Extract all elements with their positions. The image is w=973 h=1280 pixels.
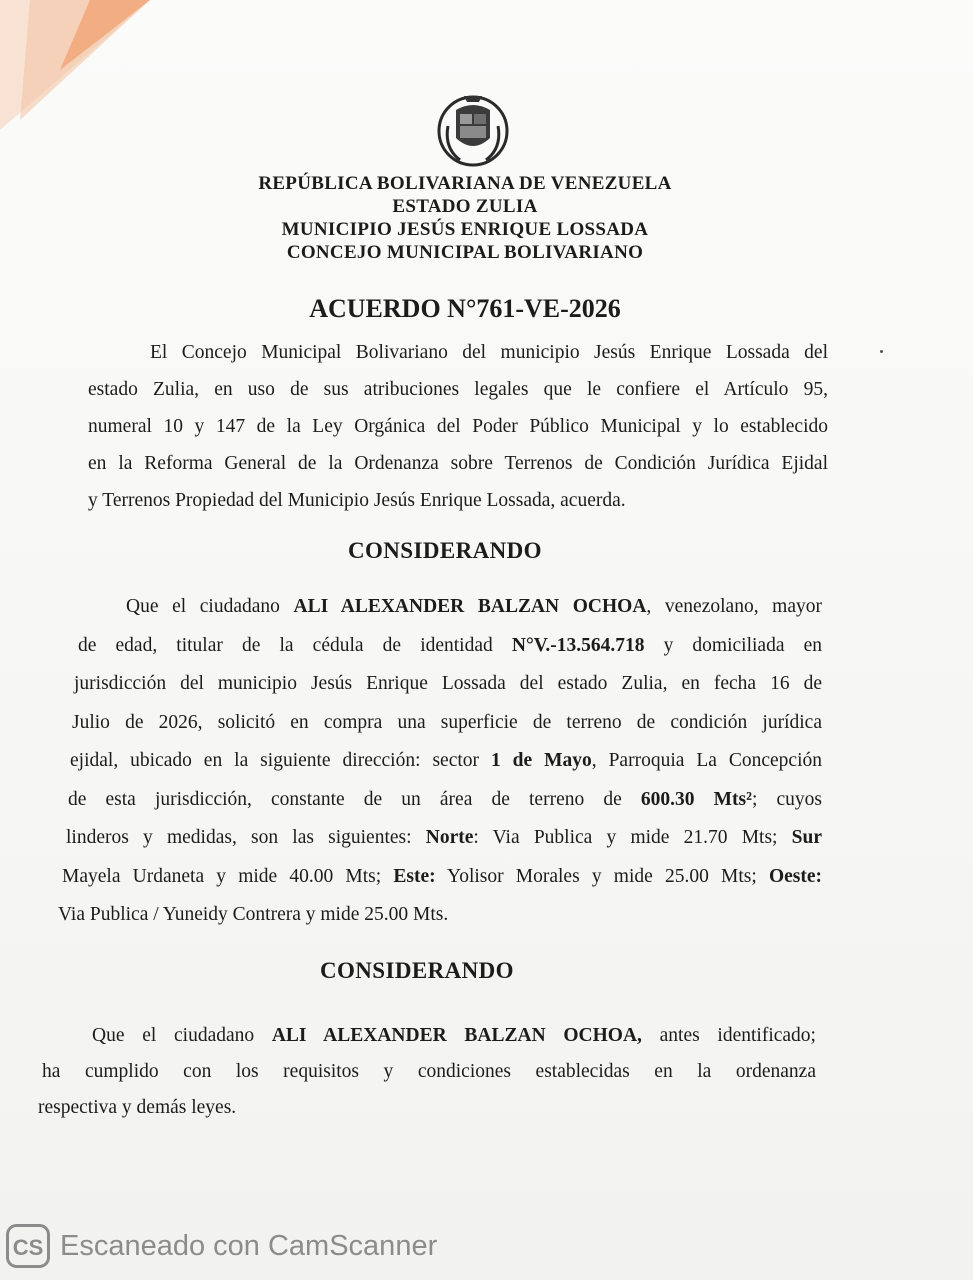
text-run: de esta jurisdicción, constante de un área de terreno de bbox=[68, 788, 641, 810]
paragraph-line: ha cumplido con los requisitos y condiciones establecidas en la ordenanza bbox=[42, 1061, 816, 1082]
paragraph-line bbox=[62, 819, 822, 858]
text-run: Que el ciudadano bbox=[126, 596, 294, 617]
text-run: linderos y medidas, son las siguientes: bbox=[66, 827, 426, 848]
text-run: y domiciliada en bbox=[644, 634, 822, 656]
coat-of-arms-seal bbox=[430, 86, 516, 172]
text-run: Que el ciudadano bbox=[92, 1025, 272, 1046]
boundary-label: Este: bbox=[393, 865, 436, 887]
watermark-text: Escaneado con CamScanner bbox=[60, 1229, 438, 1262]
boundary-label: Oeste: bbox=[768, 865, 822, 887]
intro-line: numeral 10 y 147 de la Ley Orgánica del Poder Público Municipal y lo establecido bbox=[88, 416, 828, 437]
document-title: ACUERDO N°761-VE-2026 bbox=[309, 294, 621, 323]
paragraph-line bbox=[62, 858, 822, 897]
land-area: 600.30 Mts² bbox=[640, 788, 752, 810]
intro-paragraph bbox=[88, 334, 828, 519]
paper-corner-fold bbox=[0, 0, 160, 140]
text-run: Yolisor Morales y mide 25.00 Mts; bbox=[435, 865, 769, 887]
ink-speck bbox=[880, 350, 883, 353]
intro-line: en la Reforma General de la Ordenanza sobre Terrenos de Condición Jurídica Ejidal bbox=[88, 453, 828, 474]
header-municipality: MUNICIPIO JESÚS ENRIQUE LOSSADA bbox=[281, 219, 649, 240]
camscanner-watermark bbox=[6, 1222, 437, 1270]
paragraph-line bbox=[38, 1018, 816, 1054]
paragraph-line: Julio de 2026, solicitó en compra una superficie de terreno de condición jurídica bbox=[72, 711, 822, 733]
considerando-heading-1: CONSIDERANDO bbox=[348, 538, 542, 563]
citizen-name: ALI ALEXANDER BALZAN OCHOA bbox=[293, 596, 647, 617]
considerando-heading-2: CONSIDERANDO bbox=[320, 958, 514, 983]
paragraph-line bbox=[62, 588, 822, 627]
considerando-1-paragraph bbox=[58, 588, 823, 935]
text-run: antes identificado; bbox=[641, 1025, 816, 1046]
text-run: ejidal, ubicado en la siguiente dirección: sector bbox=[70, 750, 491, 771]
camscanner-logo-icon bbox=[6, 1224, 50, 1268]
id-number: N°V.-13.564.718 bbox=[511, 634, 645, 656]
text-run: Mayela Urdaneta y mide 40.00 Mts; bbox=[62, 865, 394, 887]
header-republic: REPÚBLICA BOLIVARIANA DE VENEZUELA bbox=[258, 173, 672, 194]
citizen-name: ALI ALEXANDER BALZAN OCHOA, bbox=[271, 1025, 642, 1046]
header-council: CONCEJO MUNICIPAL BOLIVARIANO bbox=[286, 242, 644, 263]
intro-line: y Terrenos Propiedad del Municipio Jesús Enrique Lossada, acuerda. bbox=[88, 490, 626, 511]
letterhead bbox=[200, 172, 730, 264]
text-run: , venezolano, mayor bbox=[646, 596, 822, 617]
paragraph-line bbox=[62, 627, 822, 666]
text-run: : Via Publica y mide 21.70 Mts; bbox=[473, 827, 792, 848]
text-run: de edad, titular de la cédula de identidad bbox=[78, 634, 512, 656]
text-run: , Parroquia La Concepción bbox=[591, 750, 823, 771]
intro-line: El Concejo Municipal Bolivariano del municipio Jesús Enrique Lossada del bbox=[150, 342, 828, 363]
considerando-2-paragraph bbox=[38, 1018, 816, 1126]
boundary-label: Sur bbox=[791, 827, 823, 848]
paragraph-line bbox=[62, 781, 822, 820]
intro-line: estado Zulia, en uso de sus atribuciones legales que le confiere el Artículo 95, bbox=[88, 379, 828, 400]
paragraph-line bbox=[62, 742, 822, 781]
boundary-label: Norte bbox=[425, 827, 474, 848]
paragraph-line: Via Publica / Yuneidy Contrera y mide 25.00 Mts. bbox=[58, 904, 449, 925]
svg-text:CS: CS bbox=[12, 1235, 44, 1260]
paragraph-line: jurisdicción del municipio Jesús Enrique Lossada del estado Zulia, en fecha 16 de bbox=[74, 673, 822, 694]
header-state: ESTADO ZULIA bbox=[392, 196, 538, 217]
sector-name: 1 de Mayo bbox=[490, 750, 592, 771]
text-run: ; cuyos bbox=[751, 788, 822, 810]
paragraph-line: respectiva y demás leyes. bbox=[38, 1097, 237, 1118]
